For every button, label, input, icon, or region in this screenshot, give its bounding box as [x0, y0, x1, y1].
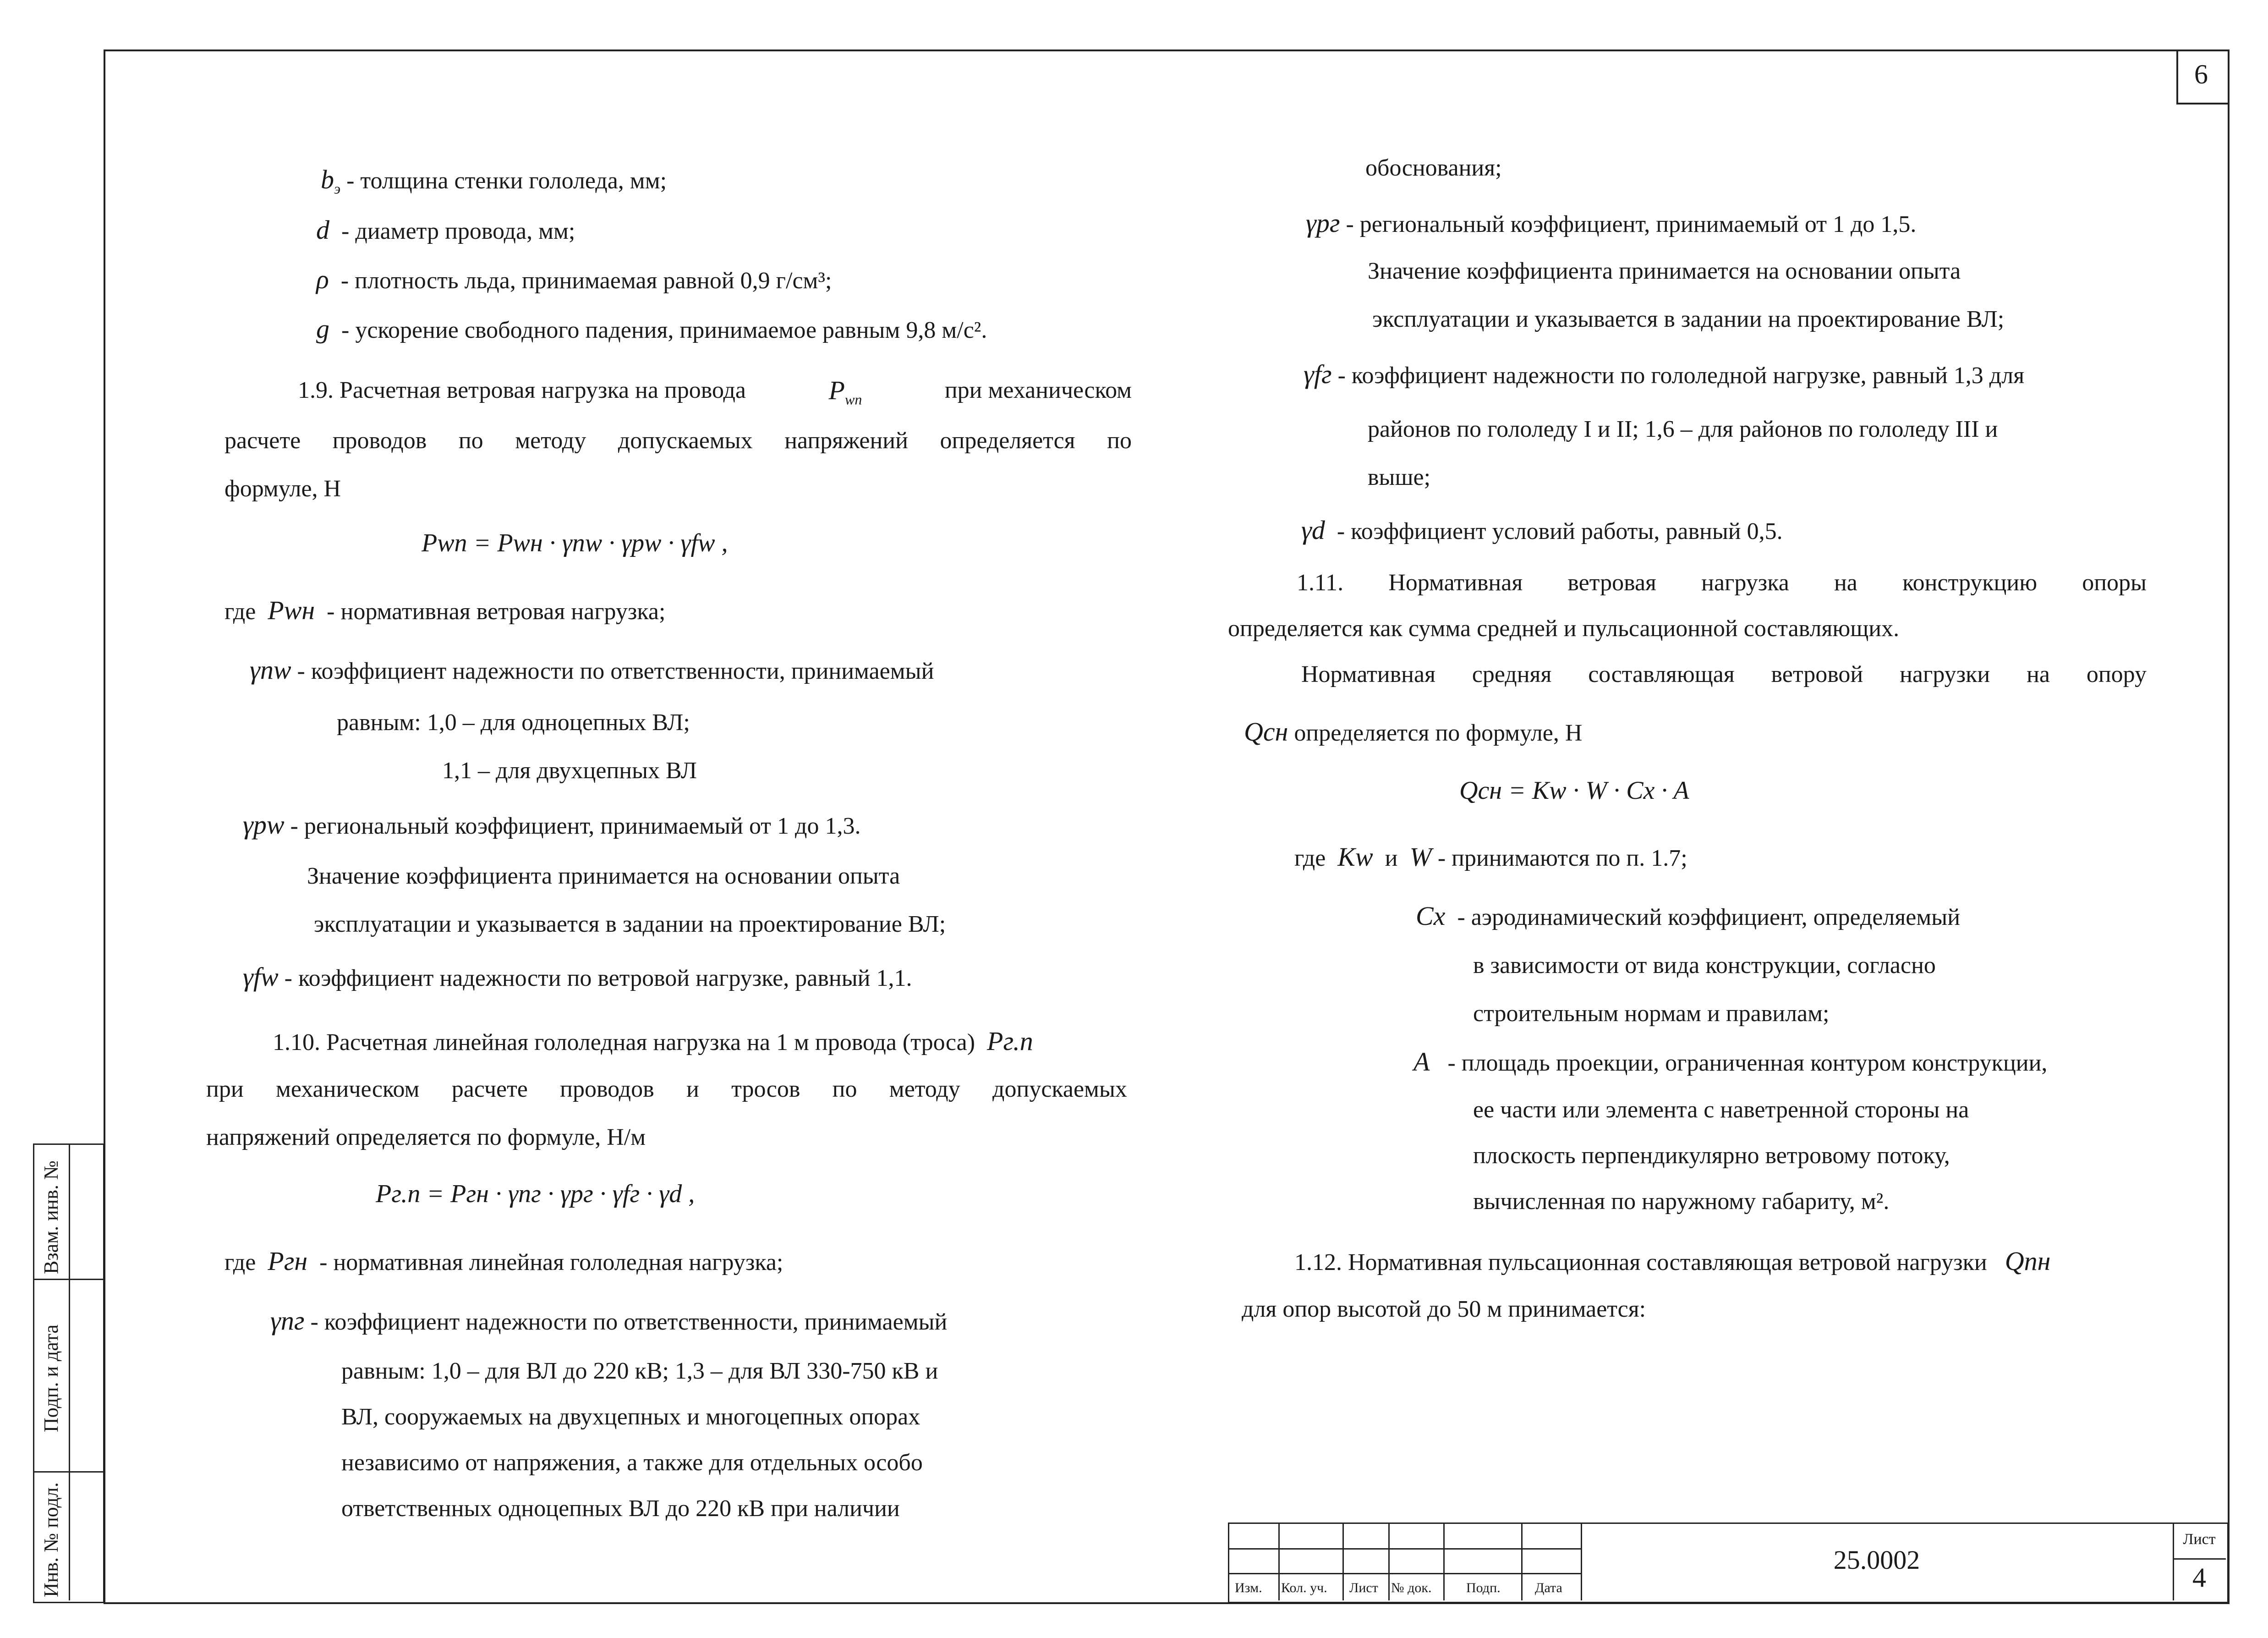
def-gamma-fw: γfw - коэффициент надежности по ветровой нагрузке, равный 1,1.	[243, 962, 912, 992]
gamma-ng-line5: ответственных одноцепных ВЛ до 220 кВ при наличии	[341, 1495, 900, 1522]
def-gravity: g - ускорение свободного падения, принимаемое равным 9,8 м/с².	[316, 314, 987, 344]
sheet-label: Лист	[2183, 1531, 2216, 1548]
p19-line3: формуле, Н	[225, 476, 341, 502]
p111-line3: Нормативная средняя составляющая ветровой нагрузки на опору	[1301, 661, 2147, 687]
gamma-pg-line2: Значение коэффициента принимается на основании опыта	[1368, 258, 1961, 284]
p19-line2: расчете проводов по методу допускаемых напряжений определяется по	[225, 428, 1132, 454]
gamma-ng-line2: равным: 1,0 – для ВЛ до 220 кВ; 1,3 – для ВЛ 330-750 кВ и	[341, 1358, 938, 1384]
where-kw-w: где Kw и W - принимаются по п. 1.7;	[1294, 842, 1687, 872]
document-code: 25.0002	[1833, 1545, 1920, 1575]
where-wind-norm: где Pwн - нормативная ветровая нагрузка;	[225, 595, 666, 625]
side-label-orig-inv: Инв. № подл.	[40, 1482, 62, 1597]
gamma-pw-line2: Значение коэффициента принимается на основании опыта	[307, 863, 900, 889]
where-ice-norm: где Pгн - нормативная линейная гололедная нагрузка;	[225, 1246, 783, 1276]
side-label-replaced-inv: Взам. инв. №	[40, 1160, 62, 1274]
gamma-pg-line3: эксплуатации и указывается в задании на проектирование ВЛ;	[1372, 306, 2005, 332]
formula-1-10: Pг.п = Pгн · γnг · γpг · γfг · γd ,	[376, 1180, 695, 1208]
area-line3: плоскость перпендикулярно ветровому потоку,	[1473, 1143, 1950, 1169]
formula-1-11: Qсн = Kw · W · Cx · A	[1459, 776, 1689, 805]
stamp-header-izm: Изм.	[1235, 1580, 1262, 1595]
gamma-ng-line4: независимо от напряжения, а также для отдельных особо	[341, 1450, 923, 1476]
stamp-header-doc: № док.	[1391, 1580, 1432, 1595]
def-cx: Cx - аэродинамический коэффициент, определяемый	[1416, 901, 1961, 931]
area-line2: ее части или элемента с наветренной стороны на	[1473, 1097, 1969, 1123]
p110-line3: напряжений определяется по формуле, Н/м	[206, 1124, 646, 1150]
stamp-header-date: Дата	[1535, 1580, 1562, 1595]
def-gamma-pw: γpw - региональный коэффициент, принимаемый от 1 до 1,3.	[243, 810, 861, 840]
p111-line4: Qсн определяется по формуле, Н	[1244, 717, 1583, 747]
def-ice-density: ρ - плотность льда, принимаемая равной 0,9 г/см³;	[316, 264, 832, 294]
def-gamma-pg: γpг - региональный коэффициент, принимаемый от 1 до 1,5.	[1306, 208, 1917, 238]
def-gamma-fg: γfг - коэффициент надежности по гололедной нагрузке, равный 1,3 для	[1304, 359, 2025, 389]
side-label-sign-date: Подп. и дата	[40, 1324, 62, 1432]
def-ice-thickness: $b_э$ - толщина стенки гололеда, мм;	[321, 165, 667, 197]
cx-line2: в зависимости от вида конструкции, согласно	[1473, 952, 1936, 978]
stamp-header-sign: Подп.	[1466, 1580, 1501, 1595]
sheet-number: 4	[2192, 1562, 2206, 1593]
p19-line1: 1.9. Расчетная ветровая нагрузка на провода $P_{wп}$ при механическом	[298, 375, 1132, 408]
p110-line2: при механическом расчете проводов и тросов по методу допускаемых	[206, 1076, 1127, 1102]
area-line4: вычисленная по наружному габариту, м².	[1473, 1188, 1890, 1215]
stamp-header-kol: Кол. уч.	[1281, 1580, 1327, 1595]
def-gamma-ng: γnг - коэффициент надежности по ответственности, принимаемый	[270, 1306, 948, 1336]
p111-line1: 1.11. Нормативная ветровая нагрузка на конструкцию опоры	[1297, 570, 2147, 596]
p112-line1: 1.12. Нормативная пульсационная составляющая ветровой нагрузки Qпн	[1294, 1246, 2051, 1276]
r-cont: обоснования;	[1365, 155, 1502, 181]
cx-line3: строительным нормам и правилам;	[1473, 1000, 1830, 1027]
def-area: A - площадь проекции, ограниченная контуром конструкции,	[1413, 1047, 2048, 1077]
def-wire-diameter: d - диаметр провода, мм;	[316, 215, 575, 245]
page-number: 6	[2194, 59, 2208, 89]
p112-line2: для опор высотой до 50 м принимается:	[1242, 1296, 1646, 1322]
def-gamma-d: γd - коэффициент условий работы, равный 0,5.	[1301, 515, 1783, 545]
gamma-nw-line3: 1,1 – для двухцепных ВЛ	[442, 758, 697, 784]
def-gamma-nw: γnw - коэффициент надежности по ответственности, принимаемый	[250, 655, 934, 685]
stamp-header-list: Лист	[1349, 1580, 1378, 1595]
p110-line1: 1.10. Расчетная линейная гололедная нагрузка на 1 м провода (троса) Pг.п	[273, 1026, 1033, 1056]
gamma-fg-line3: выше;	[1368, 464, 1431, 490]
gamma-ng-line3: ВЛ, сооружаемых на двухцепных и многоцепных опорах	[341, 1404, 920, 1430]
gamma-fg-line2: районов по гололеду I и II; 1,6 – для районов по гололеду III и	[1368, 416, 1998, 442]
gamma-pw-line3: эксплуатации и указывается в задании на проектирование ВЛ;	[314, 911, 946, 937]
p111-line2: определяется как сумма средней и пульсационной составляющих.	[1228, 616, 1900, 642]
gamma-nw-line2: равным: 1,0 – для одноцепных ВЛ;	[337, 709, 690, 736]
formula-1-9: Pwп = Pwн · γnw · γpw · γfw ,	[422, 529, 728, 557]
